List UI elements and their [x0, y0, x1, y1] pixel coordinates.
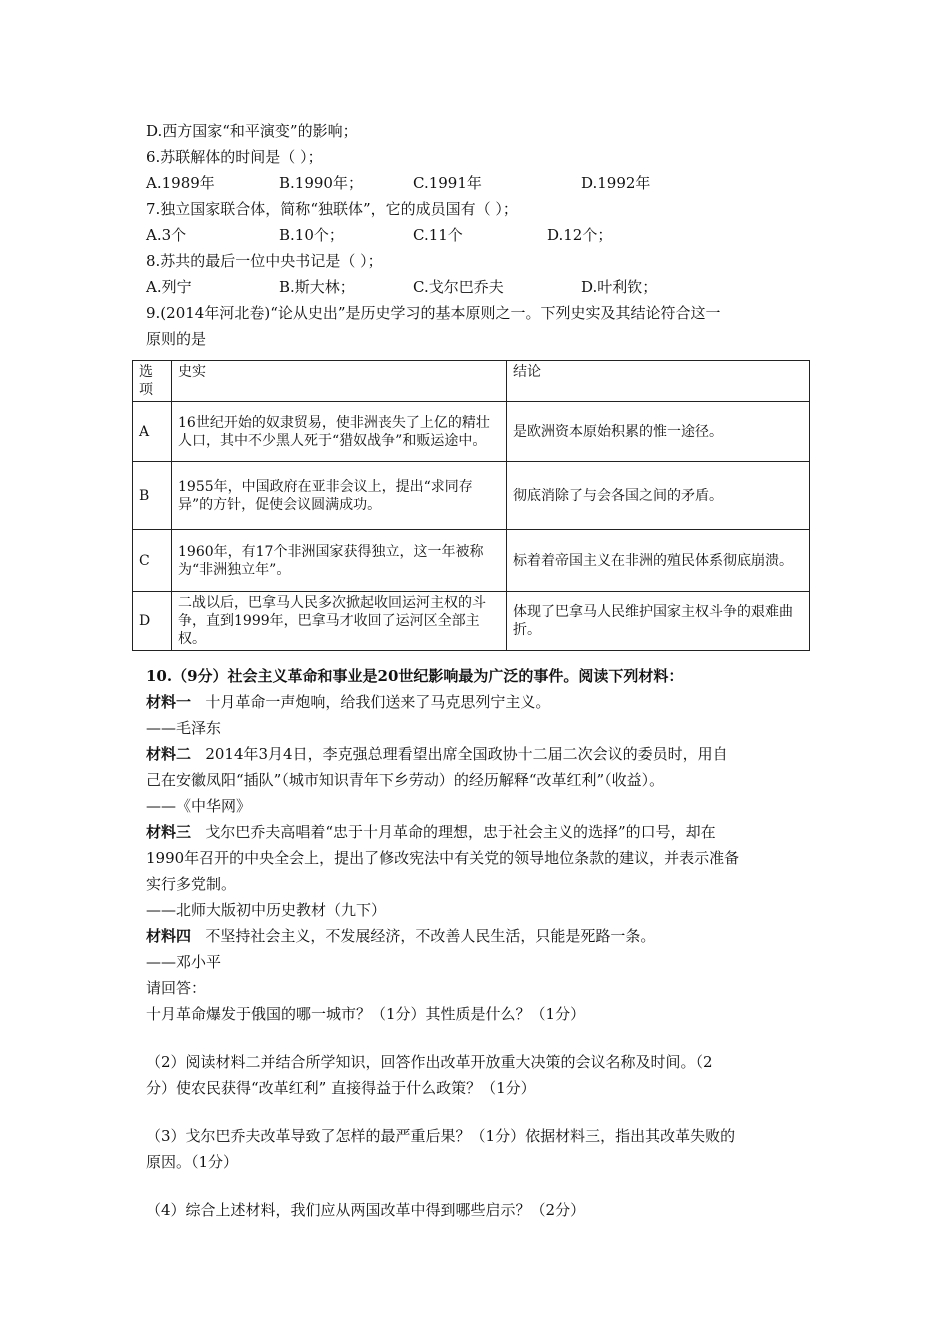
- material-4: [146, 923, 836, 949]
- sub-question-2: （2）阅读材料二并结合所学知识，回答作出改革开放重大决策的会议名称及时间。（2: [146, 1053, 713, 1071]
- row-conclusion: 体现了巴拿马人民维护国家主权斗争的艰难曲折。: [507, 592, 810, 651]
- material-4-source: ——邓小平: [146, 953, 222, 971]
- material-2: [146, 741, 836, 767]
- row-option: C: [133, 530, 172, 592]
- material-3-label: 材料三: [146, 823, 192, 841]
- material-4-text: 不坚持社会主义，不发展经济，不改善人民生活，只能是死路一条。: [191, 927, 656, 945]
- q9-table-header: [133, 361, 810, 402]
- q6-option-b: B.1990年；: [279, 174, 363, 192]
- answer-prompt: 请回答：: [146, 979, 207, 997]
- sub-question-3-cont: 原因。（1分）: [146, 1153, 239, 1171]
- sub-question-3: （3）戈尔巴乔夫改革导致了怎样的最严重后果？（1分）依据材料三，指出其改革失败的: [146, 1127, 736, 1145]
- row-fact: 1960年，有17个非洲国家获得独立，这一年被称为“非洲独立年”。: [172, 530, 507, 592]
- q6-option-d: D.1992年: [581, 174, 651, 192]
- q9-table: [132, 360, 810, 651]
- q7-option-a: A.3个: [146, 226, 187, 244]
- table-row: [133, 402, 810, 462]
- row-fact: 16世纪开始的奴隶贸易，使非洲丧失了上亿的精壮人口，其中不少黑人死于“猎奴战争”和贩运途中。: [172, 402, 507, 462]
- q10-stem: 10.（9分）社会主义革命和事业是20世纪影响最为广泛的事件。阅读下列材料：: [146, 667, 684, 685]
- header-option: 选项: [133, 361, 172, 402]
- row-conclusion: 是欧洲资本原始积累的惟一途径。: [507, 402, 810, 462]
- q8-stem: 8.苏共的最后一位中央书记是（ ）；: [146, 252, 383, 270]
- q6-option-a: A.1989年: [146, 174, 215, 192]
- row-conclusion: 彻底消除了与会各国之间的矛盾。: [507, 462, 810, 530]
- exam-page: [139, 118, 836, 1223]
- row-fact: 1955年，中国政府在亚非会议上，提出“求同存异”的方针，促使会议圆满成功。: [172, 462, 507, 530]
- q7-option-c: C.11个: [413, 226, 463, 244]
- sub-question-2-cont: 分）使农民获得“改革红利” 直接得益于什么政策？（1分）: [146, 1079, 536, 1097]
- row-conclusion: 标着着帝国主义在非洲的殖民体系彻底崩溃。: [507, 530, 810, 592]
- sub-question-4: （4）综合上述材料，我们应从两国改革中得到哪些启示？（2分）: [146, 1201, 586, 1219]
- header-conclusion: 结论: [507, 361, 810, 402]
- q6-stem: 6.苏联解体的时间是（ ）；: [146, 148, 323, 166]
- q7-options: [146, 222, 836, 248]
- q7-option-d: D.12个；: [547, 226, 613, 244]
- material-2-text: 2014年3月4日，李克强总理看望出席全国政协十二届二次会议的委员时，用自: [191, 745, 728, 763]
- q7-option-b: B.10个；: [279, 226, 344, 244]
- q9-stem-line2: 原则的是: [146, 330, 207, 348]
- material-1-source: ——毛泽东: [146, 719, 222, 737]
- table-row: [133, 530, 810, 592]
- material-2-label: 材料二: [146, 745, 192, 763]
- material-1: [146, 689, 836, 715]
- material-1-text: 十月革命一声炮响，给我们送来了马克思列宁主义。: [191, 693, 551, 711]
- q8-option-c: C.戈尔巴乔夫: [413, 278, 504, 296]
- row-option: B: [133, 462, 172, 530]
- material-1-label: 材料一: [146, 693, 192, 711]
- material-3: [146, 819, 836, 845]
- q8-option-a: A.列宁: [146, 278, 192, 296]
- q8-options: [146, 274, 836, 300]
- material-3-text: 戈尔巴乔夫高唱着“忠于十月革命的理想，忠于社会主义的选择”的口号，却在: [191, 823, 716, 841]
- material-2-text-cont: 己在安徽凤阳“插队”（城市知识青年下乡劳动）的经历解释“改革红利”（收益）。: [146, 771, 665, 789]
- row-option: D: [133, 592, 172, 651]
- q8-option-d: D.叶利钦；: [581, 278, 658, 296]
- q9-stem-line1: 9.(2014年河北卷)“论从史出”是历史学习的基本原则之一。下列史实及其结论符合这一: [146, 304, 721, 322]
- q8-option-b: B.斯大林；: [279, 278, 355, 296]
- q5-option-d: D.西方国家“和平演变”的影响；: [146, 122, 358, 140]
- table-row: [133, 592, 810, 651]
- q6-option-c: C.1991年: [413, 174, 482, 192]
- q6-options: [146, 170, 836, 196]
- header-fact: 史实: [172, 361, 507, 402]
- material-3-text-cont2: 实行多党制。: [146, 875, 237, 893]
- q7-stem: 7.独立国家联合体，简称“独联体”，它的成员国有（ ）；: [146, 200, 518, 218]
- row-option: A: [133, 402, 172, 462]
- material-4-label: 材料四: [146, 927, 192, 945]
- table-row: [133, 462, 810, 530]
- sub-question-1: 十月革命爆发于俄国的哪一城市？（1分）其性质是什么？（1分）: [146, 1005, 586, 1023]
- material-3-source: ——北师大版初中历史教材（九下）: [146, 901, 387, 919]
- material-2-source: ——《中华网》: [146, 797, 252, 815]
- material-3-text-cont: 1990年召开的中央全会上，提出了修改宪法中有关党的领导地位条款的建议，并表示准备: [146, 849, 740, 867]
- row-fact: 二战以后，巴拿马人民多次掀起收回运河主权的斗争，直到1999年，巴拿马才收回了运河区全部主权。: [172, 592, 507, 651]
